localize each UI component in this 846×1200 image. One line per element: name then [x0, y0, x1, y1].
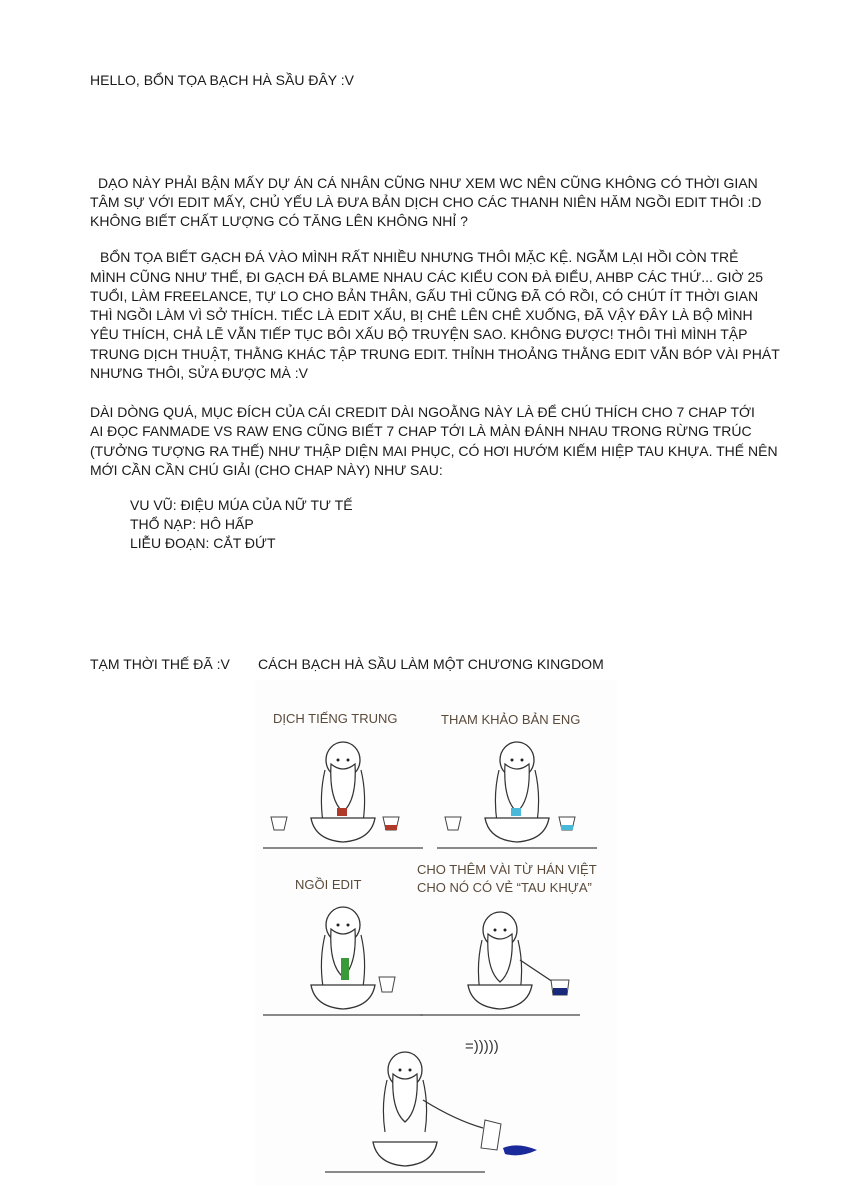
text-line: TUỔI, LÀM FREELANCE, TỰ LO CHO BẢN THÂN, GẤU THÌ CŨNG ĐÃ CÓ RỒI, CÓ CHÚT ÍT THỜI GIAN [90, 288, 759, 304]
comic-panel-4 [420, 912, 580, 1015]
comic-drawing [255, 680, 617, 1185]
text-line: MÌNH CŨNG NHƯ THẾ, ĐI GẠCH ĐÁ BLAME NHAU CÁC KIỂU CON ĐÀ ĐIỂU, AHBP CÁC THỨ... GIỜ 25 [90, 269, 764, 285]
text-line: TÂM SỰ VỚI EDIT MẤY, CHỦ YẾU LÀ ĐƯA BẢN DỊCH CHO CÁC THANH NIÊN HĂM NGỒI EDIT THÔI :D [90, 194, 762, 210]
panel-caption: CHO THÊM VÀI TỪ HÁN VIỆT [417, 862, 597, 877]
panel-caption: DỊCH TIẾNG TRUNG [273, 711, 398, 726]
text-line: (TƯỞNG TƯỢNG RA THẾ) NHƯ THẬP DIỆN MAI PHỤC, CÓ HƠI HƯỚM KIẾM HIỆP TAU KHỰA. THẾ NÊN [90, 443, 778, 459]
text-line: DÀI DÒNG QUÁ, MỤC ĐÍCH CỦA CÁI CREDIT DÀI NGOẰNG NÀY LÀ ĐỂ CHÚ THÍCH CHO 7 CHAP TỚI [90, 404, 755, 420]
comic-panel-5 [325, 1052, 537, 1172]
panel-caption: THAM KHẢO BẢN ENG [441, 712, 581, 727]
text-line: DẠO NÀY PHẢI BẬN MẤY DỰ ÁN CÁ NHÂN CŨNG NHƯ XEM WC NÊN CŨNG KHÔNG CÓ THỜI GIAN [98, 175, 758, 191]
comic-title: CÁCH BẠCH HÀ SẦU LÀM MỘT CHƯƠNG KINGDOM [258, 656, 604, 672]
glossary-item: THỔ NẠP: HÔ HẤP [130, 516, 254, 532]
text-line: THÌ NGỒI LÀM VÌ SỞ THÍCH. TIẾC LÀ EDIT XẤU, BỊ CHÊ LÊN CHÊ XUỐNG, ĐÃ VẬY ĐÂY LÀ BỘ MÌNH [90, 307, 753, 323]
comic-strip [255, 680, 617, 1185]
text-line: NHƯNG THÔI, SỬA ĐƯỢC MÀ :V [90, 365, 308, 381]
glossary-item: VU VŨ: ĐIỆU MÚA CỦA NỮ TƯ TẾ [130, 497, 353, 513]
text-line: BỔN TỌA BIẾT GẠCH ĐÁ VÀO MÌNH RẤT NHIỀU NHƯNG THÔI MẶC KỆ. NGẪM LẠI HỒI CÒN TRẺ [100, 249, 739, 265]
panel-caption: =))))) [465, 1038, 499, 1055]
panel-caption: CHO NÓ CÓ VẺ “TAU KHỰA” [417, 880, 592, 895]
text-line: YÊU THÍCH, CHẢ LẼ VẪN TIẾP TỤC BÔI XẤU BỘ TRUYỆN SAO. KHÔNG ĐƯỢC! THÔI THÌ MÌNH TẬP [90, 326, 748, 342]
comic-panel-3 [263, 907, 423, 1015]
text-line: TRUNG DỊCH THUẬT, THẰNG KHÁC TẬP TRUNG EDIT. THỈNH THOẢNG THẰNG EDIT VẪN BÓP VÀI PHÁT [90, 346, 780, 362]
text-line: KHÔNG BIẾT CHẤT LƯỢNG CÓ TĂNG LÊN KHÔNG NHỈ ? [90, 213, 468, 229]
closing-text: TẠM THỜI THẾ ĐÃ :V [90, 656, 230, 672]
comic-panel-2 [437, 742, 597, 848]
glossary-item: LIỄU ĐOẠN: CẮT ĐỨT [130, 535, 276, 551]
comic-panel-1 [263, 742, 423, 848]
panel-caption: NGỒI EDIT [295, 877, 362, 892]
text-line: MỚI CẦN CẦN CHÚ GIẢI (CHO CHAP NÀY) NHƯ SAU: [90, 462, 443, 478]
text-line: AI ĐỌC FANMADE VS RAW ENG CŨNG BIẾT 7 CHAP TỚI LÀ MÀN ĐÁNH NHAU TRONG RỪNG TRÚC [90, 423, 752, 439]
greeting: HELLO, BỔN TỌA BẠCH HÀ SẦU ĐÂY :V [90, 72, 355, 88]
